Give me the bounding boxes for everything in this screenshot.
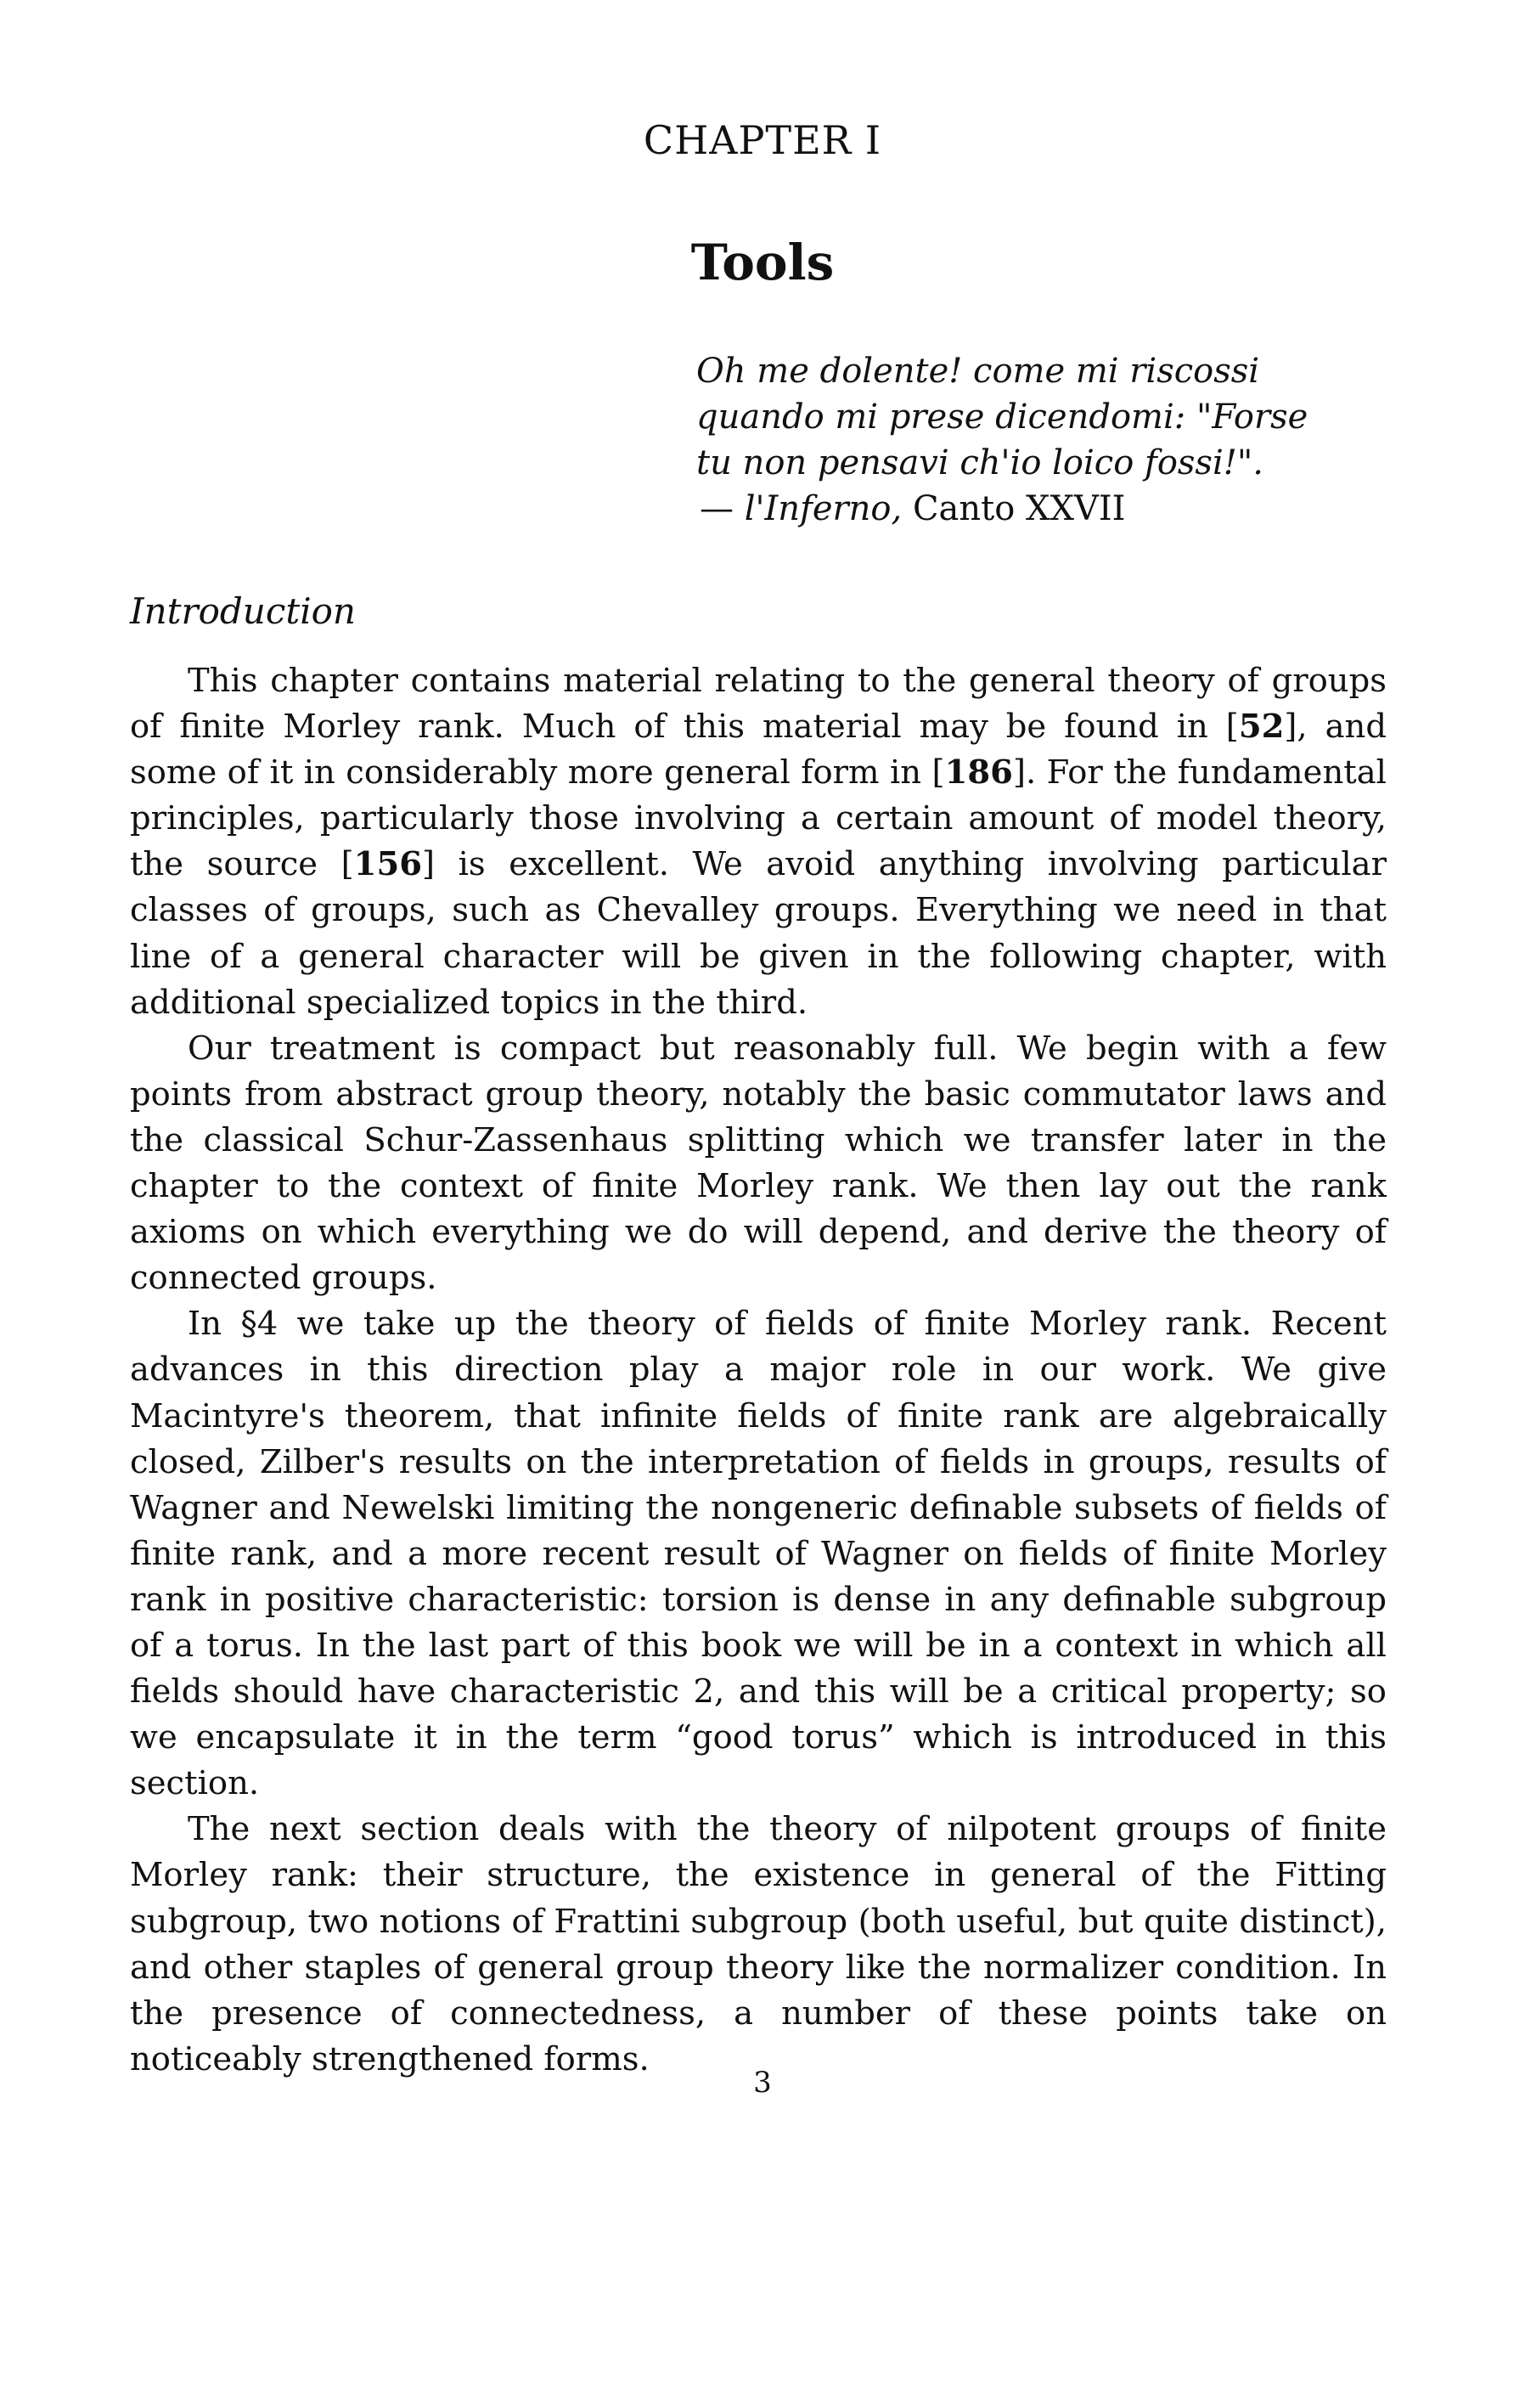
- chapter-label: CHAPTER I: [643, 117, 882, 163]
- epigraph-line: quando mi prese dicendomi: "Forse: [696, 398, 1308, 437]
- p1-text-b: ], and some of it in considerably more general form in [: [130, 708, 1387, 792]
- p1-text-a: This chapter contains material relating to the general theory of groups of finite Morley rank. Much of this material may be found in [: [130, 662, 1387, 747]
- paragraph-2: Our treatment is compact but reasonably full. We begin with a few points from abstract group theory, notably the basic commutator laws and the classical Schur-Zassenhaus splitting which we transfer later in the chapter to the context of finite Morley rank. We then lay out the rank axioms on which everything we do will depend, and derive the theory of connected groups.: [130, 1029, 1387, 1298]
- epigraph: [696, 348, 1427, 532]
- attribution-work: l'Inferno,: [744, 489, 903, 528]
- attribution-dash: —: [700, 489, 745, 528]
- citation-ref: 186: [944, 753, 1013, 792]
- paragraph-3: In §4 we take up the theory of fields of finite Morley rank. Recent advances in this direction play a major role in our work. We give Macintyre's theorem, that infinite fields of finite rank are algebraically closed, Zilber's results on the interpretation of fields in groups, results of Wagner and Newelski limiting the nongeneric definable subsets of fields of finite rank, and a more recent result of Wagner on fields of finite Morley rank in positive characteristic: torsion is dense in any definable subgroup of a torus. In the last part of this book we will be in a context in which all fields should have characteristic 2, and this will be a critical property; so we encapsulate it in the term “good torus” which is introduced in this section.: [130, 1305, 1387, 1803]
- chapter-title: Tools: [690, 234, 835, 291]
- p1-text-d: ] is excellent. We avoid anything involving particular classes of groups, such as Chevalley groups. Everything we need in that line of a general character will be given in the following chapter, with additional specialized topics in the third.: [130, 845, 1387, 1022]
- section-heading: Introduction: [130, 590, 356, 632]
- attribution-canto: Canto XXVII: [902, 489, 1126, 528]
- paragraph-1: [130, 658, 1387, 1026]
- citation-ref: 156: [353, 845, 423, 884]
- epigraph-line: Oh me dolente! come mi riscossi: [696, 352, 1260, 391]
- epigraph-attribution: [696, 486, 1427, 532]
- body-text: [130, 658, 1387, 2083]
- paragraph-4: The next section deals with the theory of nilpotent groups of finite Morley rank: their structure, the existence in general of the Fitting subgroup, two notions of Frattini subgroup (both useful, but quite distinct), and other staples of general group theory like the normalizer condition. In the presence of connectedness, a number of these points take on noticeably strengthened forms.: [130, 1810, 1387, 2078]
- page-number: 3: [753, 2066, 772, 2100]
- epigraph-line: tu non pensavi ch'io loico fossi!".: [696, 443, 1263, 482]
- citation-ref: 52: [1238, 708, 1285, 747]
- p1-text-c: ]. For the fundamental principles, particularly those involving a certain amount of model theory, the source [: [130, 753, 1387, 884]
